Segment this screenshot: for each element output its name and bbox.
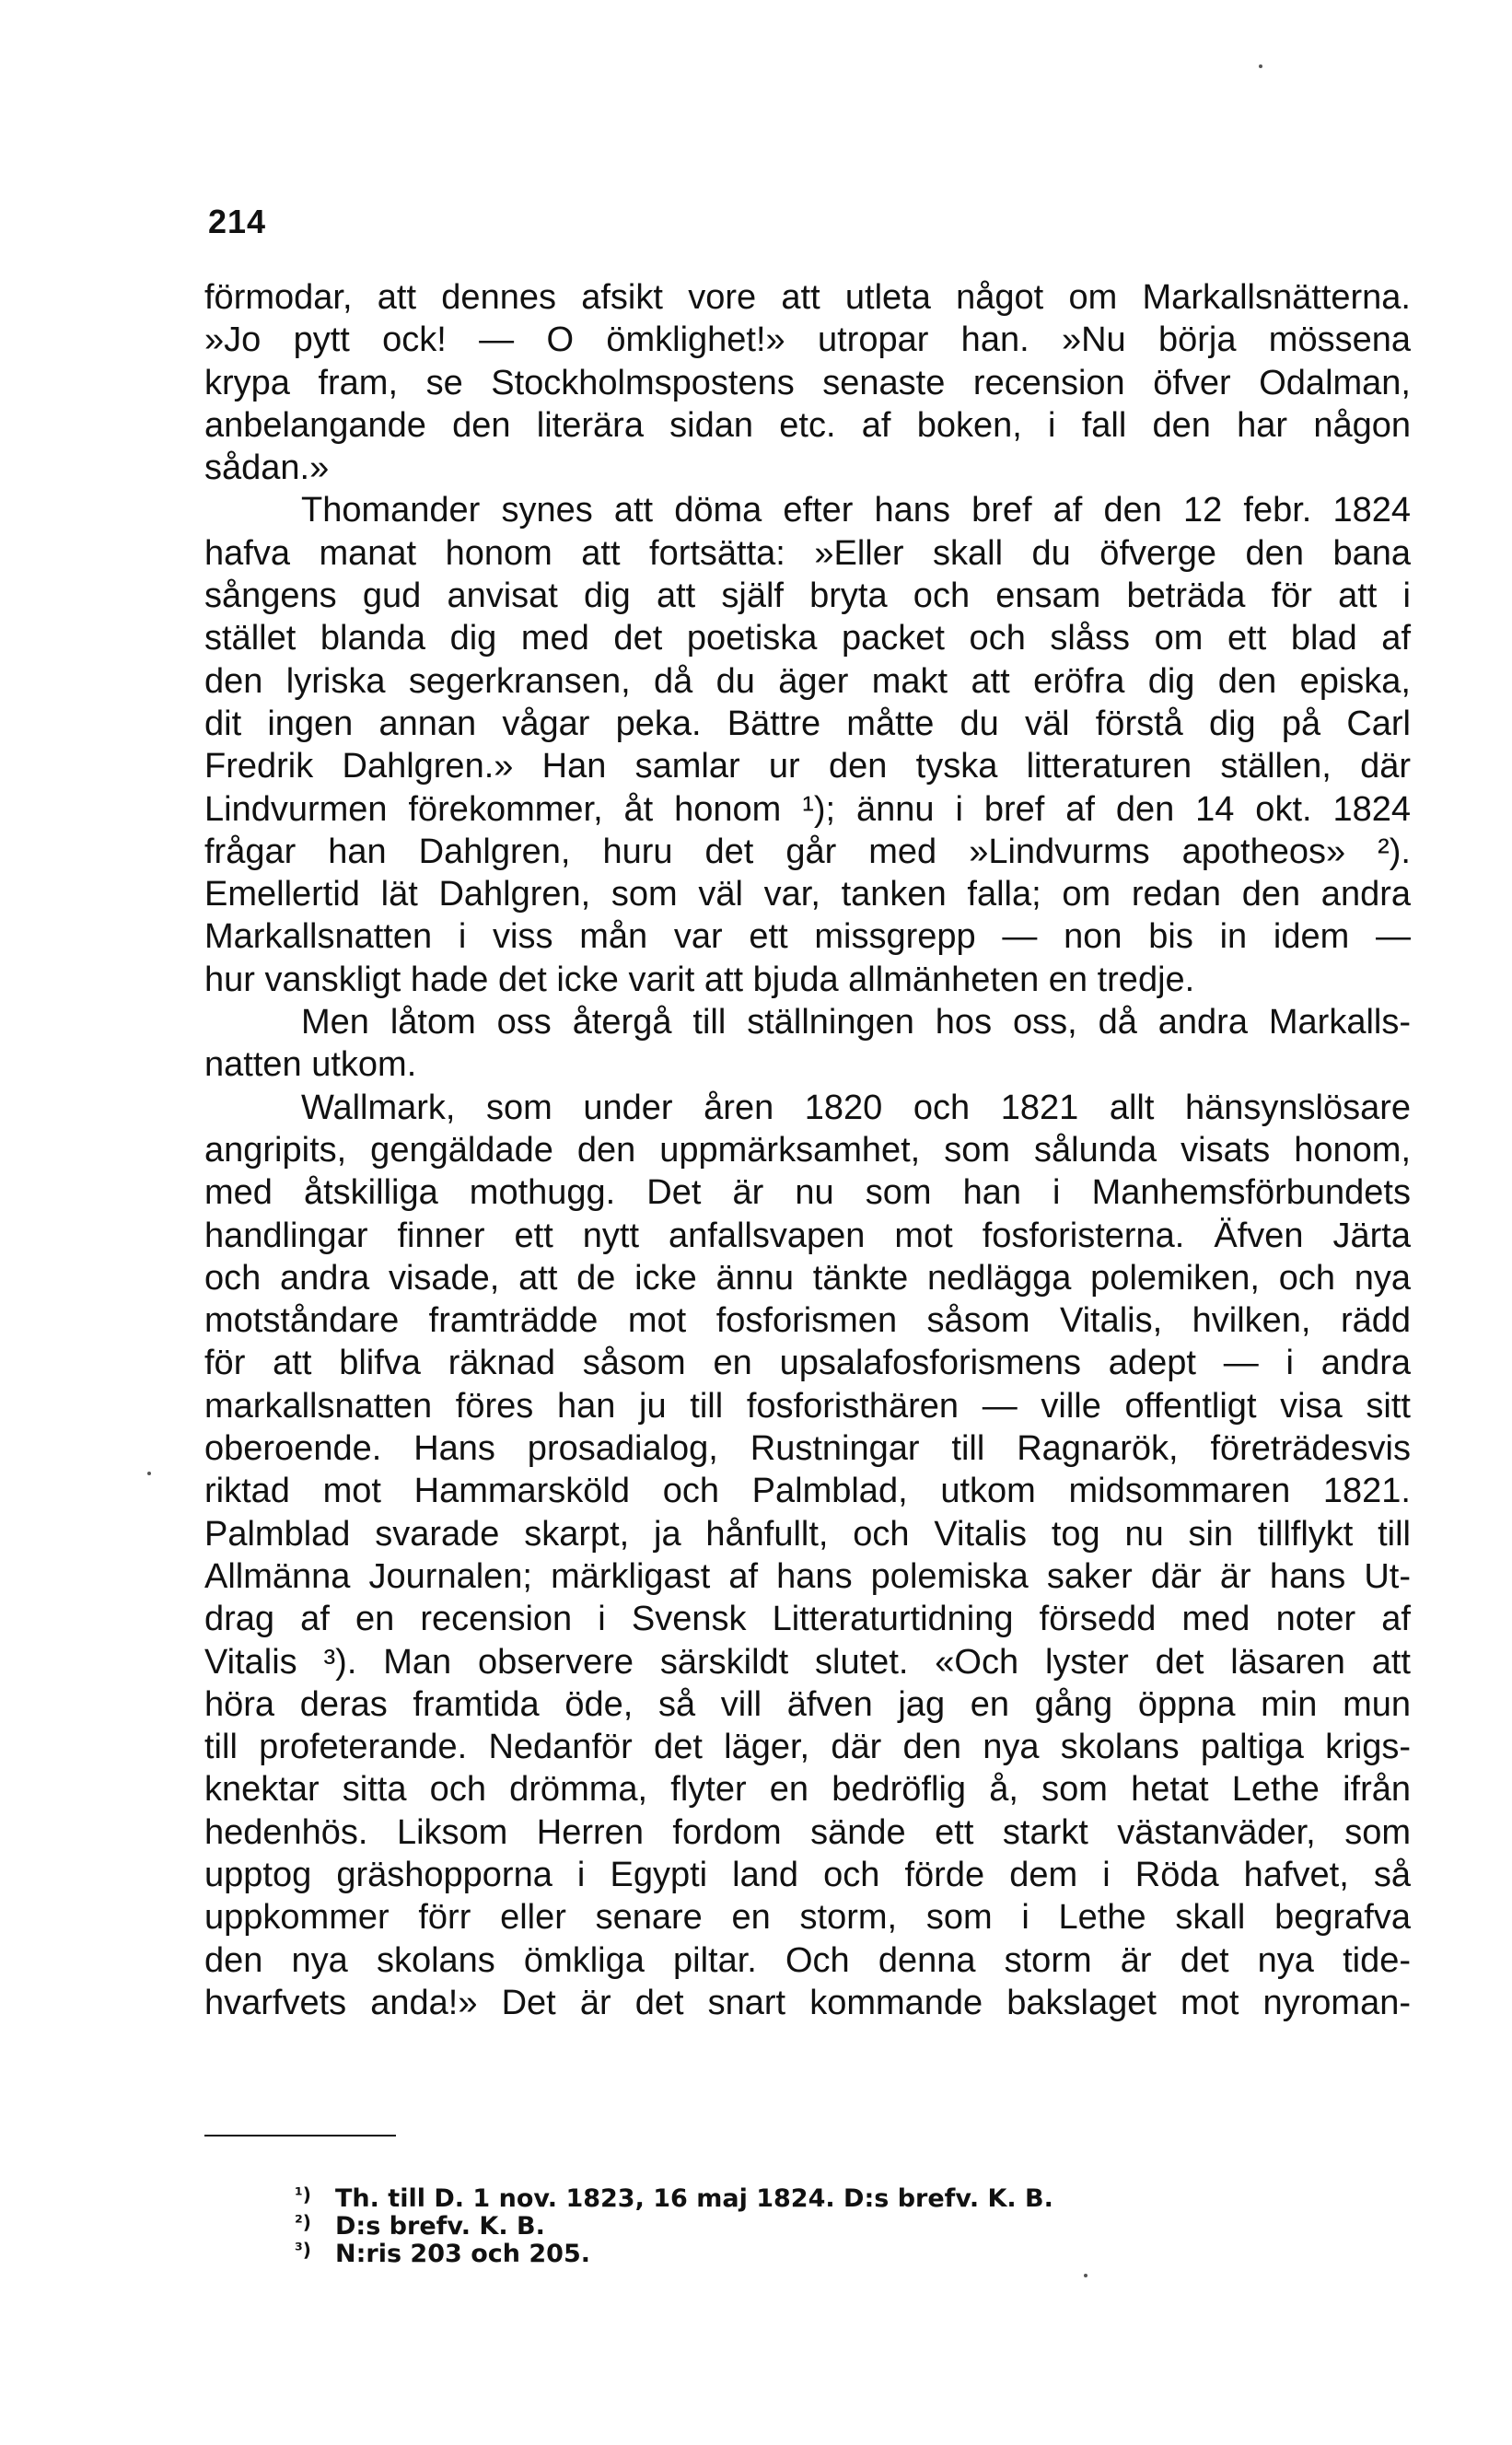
- text-line: sådan.»: [204, 448, 330, 488]
- text-line: hvarfvets anda!» Det är det snart kommande bakslaget mot nyroman-: [204, 1983, 1411, 2022]
- text-line: hafva manat honom att fortsätta: »Eller skall du öfverge den bana: [204, 533, 1411, 573]
- text-line: Lindvurmen förekommer, åt honom ¹); ännu i bref af den 14 okt. 1824: [204, 789, 1411, 829]
- text-line: riktad mot Hammarsköld och Palmblad, utkom midsommaren 1821.: [204, 1472, 1411, 1511]
- footnote: [295, 2241, 1053, 2268]
- text-line: Markallsnatten i viss mån var ett missgrepp — non bis in idem —: [204, 917, 1411, 957]
- footnote-mark: ³): [295, 2239, 311, 2261]
- body-text: [204, 276, 1411, 2024]
- footnote: [295, 2185, 1053, 2213]
- footnote-rule: [204, 2135, 396, 2136]
- text-line: stället blanda dig med det poetiska packet och slåss om ett blad af: [204, 619, 1411, 658]
- text-line: Thomander synes att döma efter hans bref af den 12 febr. 1824: [301, 491, 1411, 530]
- footnotes: [295, 2185, 1053, 2268]
- paper-speck: [1084, 2274, 1087, 2277]
- text-line: handlingar finner ett nytt anfallsvapen mot fosforisterna. Äfven Järta: [204, 1216, 1411, 1255]
- text-line: anbelangande den literära sidan etc. af boken, i fall den har någon: [204, 405, 1411, 445]
- text-line: uppkommer förr eller senare en storm, som i Lethe skall begrafva: [204, 1898, 1411, 1938]
- text-line: angripits, gengäldade den uppmärksamhet, som sålunda visats honom,: [204, 1130, 1411, 1170]
- footnote-text: D:s brefv. K. B.: [335, 2212, 545, 2241]
- text-line: sångens gud anvisat dig att själf bryta och ensam beträda för att i: [204, 576, 1411, 616]
- text-line: Vitalis ³). Man observere särskildt slutet. «Och lyster det läsaren att: [204, 1642, 1411, 1682]
- text-line: för att blifva räknad såsom en upsalafosforismens adept — i andra: [204, 1344, 1411, 1383]
- footnote-mark: ²): [295, 2211, 311, 2233]
- text-line: »Jo pytt ock! — O ömklighet!» utropar han. »Nu börja mössena: [204, 320, 1411, 360]
- text-line: hedenhös. Liksom Herren fordom sände ett starkt västanväder, som: [204, 1812, 1411, 1852]
- text-line: hur vanskligt hade det icke varit att bjuda allmänheten en tredje.: [204, 960, 1195, 999]
- text-line: krypa fram, se Stockholmspostens senaste recension öfver Odalman,: [204, 363, 1411, 402]
- footnote-text: N:ris 203 och 205.: [335, 2240, 590, 2268]
- text-line: Allmänna Journalen; märkligast af hans polemiska saker där är hans Ut-: [204, 1556, 1411, 1596]
- text-line: Emellertid lät Dahlgren, som väl var, tanken falla; om redan den andra: [204, 875, 1411, 914]
- text-line: till profeterande. Nedanför det läger, där den nya skolans paltiga krigs-: [204, 1728, 1411, 1767]
- text-line: upptog gräshopporna i Egypti land och förde dem i Röda hafvet, så: [204, 1855, 1411, 1894]
- text-line: den nya skolans ömkliga piltar. Och denna storm är det nya tide-: [204, 1940, 1411, 1980]
- text-line: Fredrik Dahlgren.» Han samlar ur den tyska litteraturen ställen, där: [204, 747, 1411, 786]
- text-line: markallsnatten föres han ju till fosforisthären — ville offentligt visa sitt: [204, 1386, 1411, 1426]
- paper-speck: [147, 1472, 151, 1475]
- text-line: drag af en recension i Svensk Litteraturtidning försedd med noter af: [204, 1600, 1411, 1639]
- text-line: natten utkom.: [204, 1045, 417, 1085]
- paper-speck: [1259, 64, 1262, 68]
- text-line: motståndare framträdde mot fosforismen såsom Vitalis, hvilken, rädd: [204, 1301, 1411, 1341]
- text-line: Men låtom oss återgå till ställningen hos oss, då andra Markalls-: [301, 1003, 1411, 1042]
- text-line: Palmblad svarade skarpt, ja hånfullt, och Vitalis tog nu sin tillflykt till: [204, 1514, 1411, 1554]
- text-line: och andra visade, att de icke ännu tänkte nedlägga polemiken, och nya: [204, 1258, 1411, 1298]
- text-line: med åtskilliga mothugg. Det är nu som han i Manhemsförbundets: [204, 1173, 1411, 1213]
- text-line: höra deras framtida öde, så vill äfven jag en gång öppna min mun: [204, 1684, 1411, 1724]
- footnote-text: Th. till D. 1 nov. 1823, 16 maj 1824. D:s brefv. K. B.: [335, 2184, 1053, 2213]
- text-line: den lyriska segerkransen, då du äger makt att eröfra dig den episka,: [204, 661, 1411, 701]
- text-line: oberoende. Hans prosadialog, Rustningar till Ragnarök, företrädesvis: [204, 1429, 1411, 1469]
- text-line: Wallmark, som under åren 1820 och 1821 allt hänsynslösare: [301, 1088, 1411, 1127]
- text-line: frågar han Dahlgren, huru det går med »Lindvurms apotheos» ²).: [204, 832, 1411, 871]
- text-line: knektar sitta och drömma, flyter en bedröflig å, som hetat Lethe ifrån: [204, 1770, 1411, 1810]
- footnote: [295, 2213, 1053, 2241]
- page-number: 214: [208, 203, 267, 240]
- footnote-mark: ¹): [295, 2183, 311, 2206]
- text-line: förmodar, att dennes afsikt vore att utleta något om Markallsnätterna.: [204, 278, 1411, 317]
- text-line: dit ingen annan vågar peka. Bättre måtte du väl förstå dig på Carl: [204, 704, 1411, 743]
